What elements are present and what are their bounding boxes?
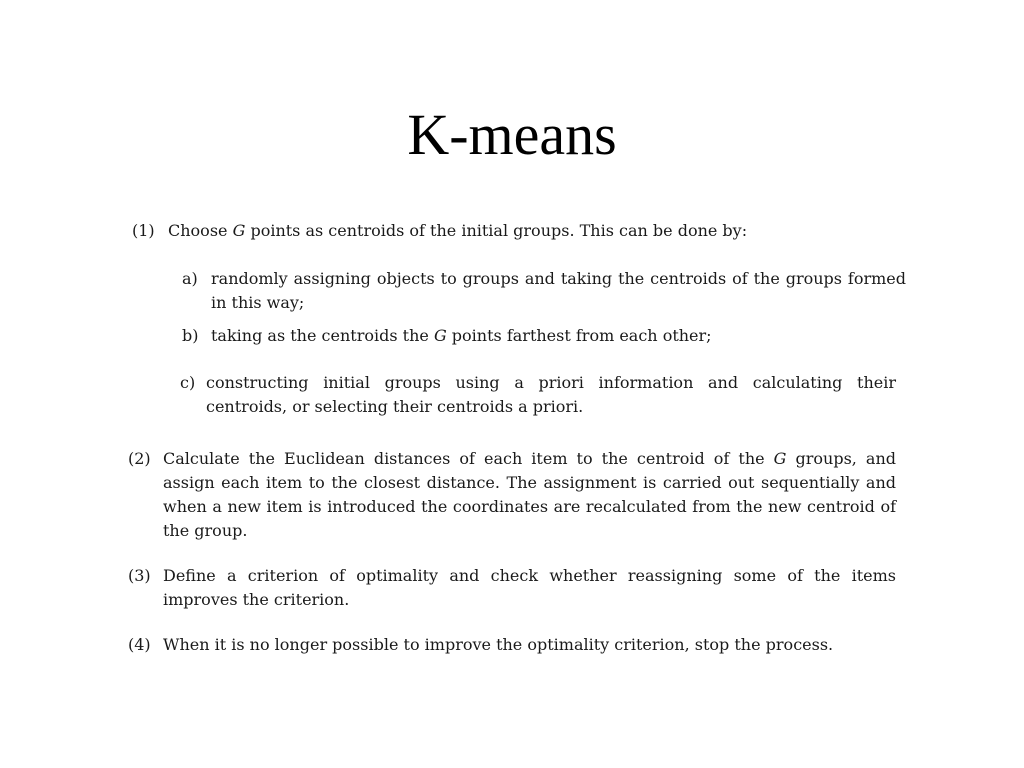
step-1-text-after: points as centroids of the initial groups. This can be done by: (245, 221, 748, 240)
step-2-variable: G (773, 449, 787, 468)
step-4 (128, 633, 896, 657)
sub-c-text: constructing initial groups using a priori information and calculating their centroids, or selecting their centroids a priori. (206, 373, 896, 416)
step-1-sub-c (180, 371, 896, 419)
sub-c-label: c) (180, 373, 196, 392)
sub-a-text: randomly assigning objects to groups and taking the centroids of the groups formed in this way; (211, 269, 906, 312)
sub-a-label: a) (182, 269, 198, 288)
step-2-number: (2) (128, 449, 151, 468)
step-1 (132, 219, 832, 243)
step-2-text-after: groups, and assign each item to the closest distance. The assignment is carried out sequentially and when a new item is introduced the coordinates are recalculated from the new centroid of the group. (163, 449, 897, 540)
step-1-sub-a (182, 267, 906, 315)
sub-b-text (211, 324, 906, 348)
sub-b-variable: G (433, 326, 447, 345)
sub-b-label: b) (182, 326, 199, 345)
step-2-text-before: Calculate the Euclidean distances of each item to the centroid of the (163, 449, 774, 468)
step-2 (128, 447, 896, 543)
step-1-sub-b (182, 324, 906, 348)
step-2-text (163, 447, 896, 543)
step-4-number: (4) (128, 635, 151, 654)
step-1-variable: G (232, 221, 246, 240)
step-3-text: Define a criterion of optimality and check whether reassigning some of the items improves the criterion. (163, 566, 896, 609)
step-1-number: (1) (132, 221, 155, 240)
step-1-text (168, 219, 832, 243)
step-3-number: (3) (128, 566, 151, 585)
step-3 (128, 564, 896, 612)
step-4-text: When it is no longer possible to improve the optimality criterion, stop the process. (163, 635, 834, 654)
step-1-text-before: Choose (168, 221, 233, 240)
sub-b-text-after: points farthest from each other; (446, 326, 712, 345)
sub-b-text-before: taking as the centroids the (211, 326, 434, 345)
slide-title: K-means (407, 102, 617, 167)
